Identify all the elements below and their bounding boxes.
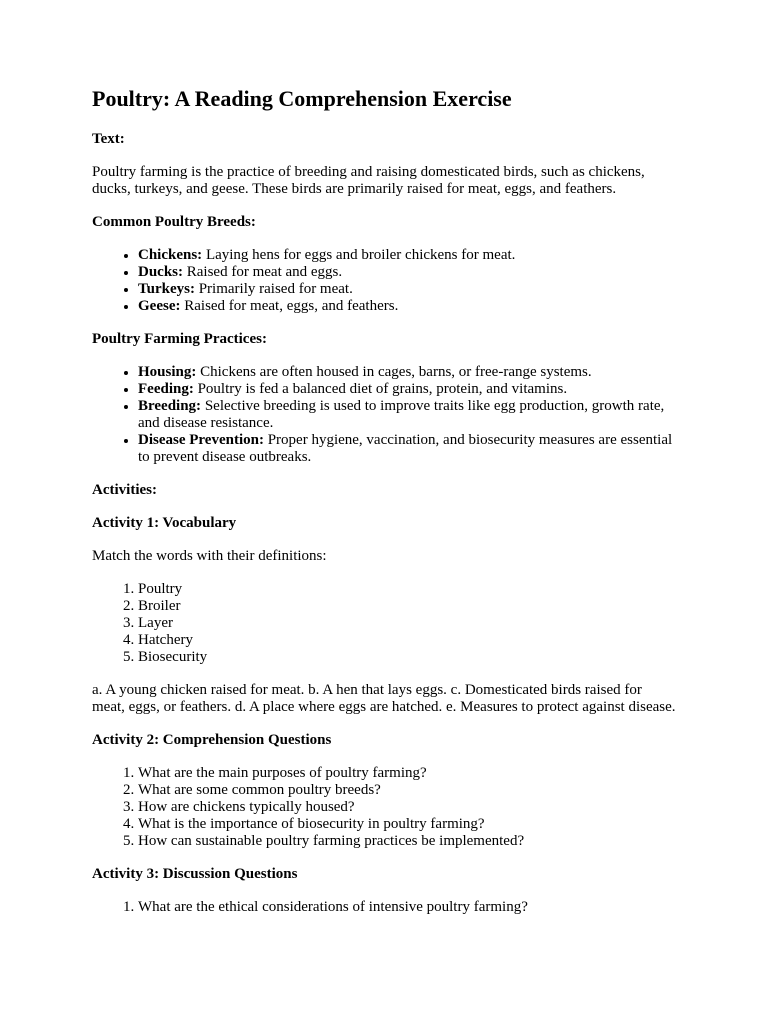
discussion-question: 1. What are the ethical considerations of intensive poultry farming? xyxy=(138,899,676,916)
practice-item-feeding xyxy=(138,381,676,398)
practice-item-housing xyxy=(138,364,676,381)
discussion-questions-list xyxy=(92,899,676,916)
practices-list xyxy=(92,364,676,466)
practice-term: Disease Prevention: xyxy=(138,432,264,448)
breed-desc: Raised for meat, eggs, and feathers. xyxy=(180,298,399,314)
practice-item-disease-prevention xyxy=(138,432,676,466)
practice-term: Feeding: xyxy=(138,381,194,397)
breed-item-turkeys xyxy=(138,281,676,298)
comprehension-question: 4. What is the importance of biosecurity in poultry farming? xyxy=(138,816,676,833)
activity1-instruction: Match the words with their definitions: xyxy=(92,548,327,564)
vocab-word: 3. Layer xyxy=(138,615,676,632)
practice-desc: Chickens are often housed in cages, barns, or free-range systems. xyxy=(196,364,592,380)
practice-desc: Proper hygiene, vaccination, and biosecurity measures are essential to prevent disease outbreaks. xyxy=(138,432,673,465)
page-title: Poultry: A Reading Comprehension Exercise xyxy=(92,86,512,111)
comprehension-question: 1. What are the main purposes of poultry farming? xyxy=(138,765,676,782)
breed-term: Turkeys: xyxy=(138,281,195,297)
breed-item-chickens xyxy=(138,247,676,264)
vocab-word: 5. Biosecurity xyxy=(138,649,676,666)
activity1-heading: Activity 1: Vocabulary xyxy=(92,515,237,531)
activity3-heading: Activity 3: Discussion Questions xyxy=(92,866,298,882)
practice-term: Housing: xyxy=(138,364,197,380)
comprehension-questions-list xyxy=(92,765,676,850)
comprehension-question: 3. How are chickens typically housed? xyxy=(138,799,676,816)
practice-desc: Poultry is fed a balanced diet of grains, protein, and vitamins. xyxy=(193,381,568,397)
vocab-definitions: a. A young chicken raised for meat. b. A hen that lays eggs. c. Domesticated birds raised for meat, eggs, or feathers. d. A place where eggs are hatched. e. Measures to protect against disease. xyxy=(92,682,676,715)
vocab-word: 4. Hatchery xyxy=(138,632,676,649)
practice-desc: Selective breeding is used to improve traits like egg production, growth rate, and disease resistance. xyxy=(138,398,665,431)
vocabulary-list xyxy=(92,581,676,666)
practice-term: Breeding: xyxy=(138,398,202,414)
breed-term: Ducks: xyxy=(138,264,184,280)
breed-item-geese xyxy=(138,298,676,315)
comprehension-question: 2. What are some common poultry breeds? xyxy=(138,782,676,799)
breed-term: Geese: xyxy=(138,298,181,314)
breed-item-ducks xyxy=(138,264,676,281)
intro-paragraph: Poultry farming is the practice of breeding and raising domesticated birds, such as chickens, ducks, turkeys, and geese. These birds are primarily raised for meat, eggs, and feathers. xyxy=(92,164,645,197)
breed-desc: Primarily raised for meat. xyxy=(194,281,353,297)
breeds-heading: Common Poultry Breeds: xyxy=(92,214,256,230)
breed-desc: Raised for meat and eggs. xyxy=(183,264,343,280)
vocab-word: 1. Poultry xyxy=(138,581,676,598)
comprehension-question: 5. How can sustainable poultry farming practices be implemented? xyxy=(138,833,676,850)
activities-heading: Activities: xyxy=(92,482,157,498)
text-heading: Text: xyxy=(92,131,125,147)
vocab-word: 2. Broiler xyxy=(138,598,676,615)
breed-desc: Laying hens for eggs and broiler chickens for meat. xyxy=(202,247,516,263)
breed-term: Chickens: xyxy=(138,247,203,263)
breeds-list xyxy=(92,247,676,315)
practice-item-breeding xyxy=(138,398,676,432)
activity2-heading: Activity 2: Comprehension Questions xyxy=(92,732,332,748)
practices-heading: Poultry Farming Practices: xyxy=(92,331,267,347)
